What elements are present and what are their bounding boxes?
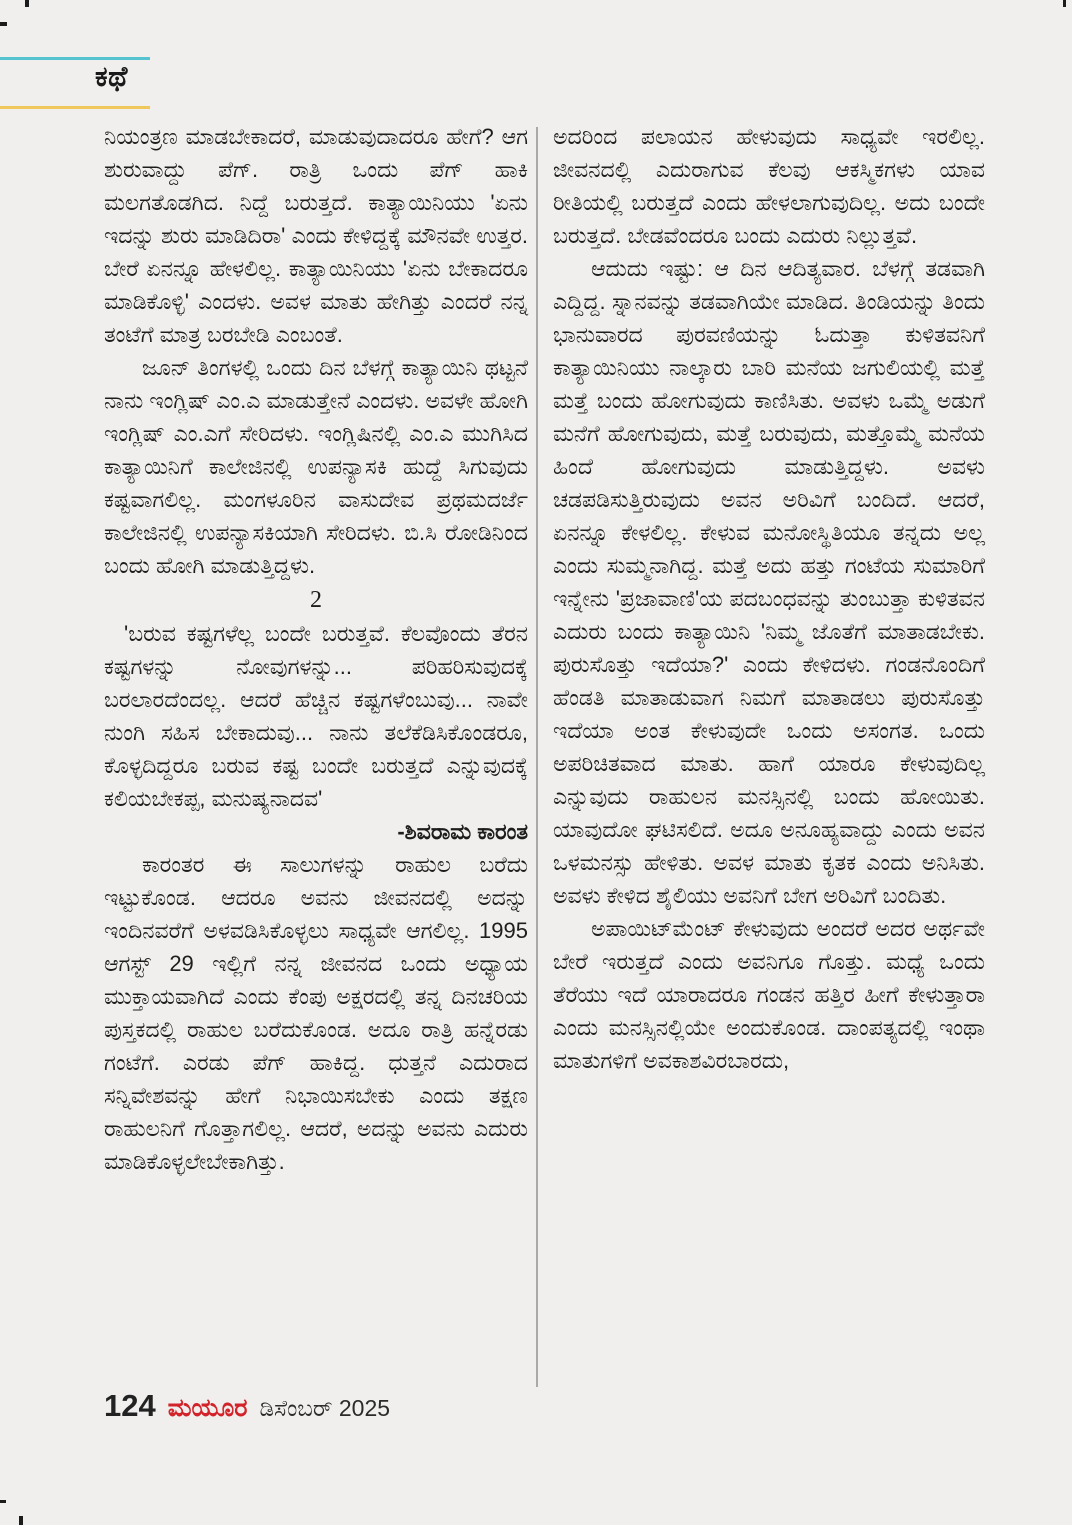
- issue-date: ಡಿಸೆಂಬರ್ 2025: [259, 1395, 391, 1421]
- crop-mark-top-left-dash: [0, 22, 7, 26]
- right-text-column: [553, 120, 985, 1077]
- column-divider-rule: [536, 127, 538, 1387]
- paragraph: ಆದುದು ಇಷ್ಟು: ಆ ದಿನ ಆದಿತ್ಯವಾರ. ಬೆಳಗ್ಗೆ ತಡವಾಗಿ ಎದ್ದಿದ್ದ. ಸ್ನಾನವನ್ನು ತಡವಾಗಿಯೇ ಮಾಡಿದ. ತಿಂಡಿಯನ್ನು ತಿಂದು ಭಾನುವಾರದ ಪುರವಣಿಯನ್ನು ಓದುತ್ತಾ ಕುಳಿತವನಿಗೆ ಕಾತ್ಯಾಯಿನಿಯು ನಾಲ್ಕಾರು ಬಾರಿ ಮನೆಯ ಜಗುಲಿಯಲ್ಲಿ ಮತ್ತೆ ಮತ್ತೆ ಬಂದು ಹೋಗುವುದು ಕಾಣಿಸಿತು. ಅವಳು ಒಮ್ಮೆ ಅಡುಗೆ ಮನೆಗೆ ಹೋಗುವುದು, ಮತ್ತೆ ಬರುವುದು, ಮತ್ತೊಮ್ಮೆ ಮನೆಯ ಹಿಂದೆ ಹೋಗುವುದು ಮಾಡುತ್ತಿದ್ದಳು. ಅವಳು ಚಡಪಡಿಸುತ್ತಿರುವುದು ಅವನ ಅರಿವಿಗೆ ಬಂದಿದೆ. ಆದರೆ, ಏನನ್ನೂ ಕೇಳಲಿಲ್ಲ. ಕೇಳುವ ಮನೋಸ್ಥಿತಿಯೂ ತನ್ನದು ಅಲ್ಲ ಎಂದು ಸುಮ್ಮನಾಗಿದ್ದ. ಮತ್ತೆ ಅದು ಹತ್ತು ಗಂಟೆಯ ಸುಮಾರಿಗೆ ಇನ್ನೇನು 'ಪ್ರಜಾವಾಣಿ'ಯ ಪದಬಂಧವನ್ನು ತುಂಬುತ್ತಾ ಕುಳಿತವನ ಎದುರು ಬಂದು ಕಾತ್ಯಾಯಿನಿ 'ನಿಮ್ಮ ಜೊತೆಗೆ ಮಾತಾಡಬೇಕು. ಪುರುಸೊತ್ತು ಇದೆಯಾ?' ಎಂದು ಕೇಳಿದಳು. ಗಂಡನೊಂದಿಗೆ ಹೆಂಡತಿ ಮಾತಾಡುವಾಗ ನಿಮಗೆ ಮಾತಾಡಲು ಪುರುಸೊತ್ತು ಇದೆಯಾ ಅಂತ ಕೇಳುವುದೇ ಒಂದು ಅಸಂಗತ. ಒಂದು ಅಪರಿಚಿತವಾದ ಮಾತು. ಹಾಗೆ ಯಾರೂ ಕೇಳುವುದಿಲ್ಲ ಎನ್ನುವುದು ರಾಹುಲನ ಮನಸ್ಸಿನಲ್ಲಿ ಬಂದು ಹೋಯಿತು. ಯಾವುದೋ ಘಟಿಸಲಿದೆ. ಅದೂ ಅನೂಹ್ಯವಾದ್ದು ಎಂದು ಅವನ ಒಳಮನಸ್ಸು ಹೇಳಿತು. ಅವಳ ಮಾತು ಕೃತಕ ಎಂದು ಅನಿಸಿತು. ಅವಳು ಕೇಳಿದ ಶೈಲಿಯು ಅವನಿಗೆ ಬೇಗ ಅರಿವಿಗೆ ಬಂದಿತು.: [553, 256, 985, 908]
- paragraph: ನಿಯಂತ್ರಣ ಮಾಡಬೇಕಾದರೆ, ಮಾಡುವುದಾದರೂ ಹೇಗೆ? ಆಗ ಶುರುವಾದ್ದು ಪೆಗ್. ರಾತ್ರಿ ಒಂದು ಪೆಗ್ ಹಾಕಿ ಮಲಗತೊಡಗಿದ. ನಿದ್ದೆ ಬರುತ್ತದೆ. ಕಾತ್ಯಾಯಿನಿಯು 'ಏನು ಇದನ್ನು ಶುರು ಮಾಡಿದಿರಾ' ಎಂದು ಕೇಳಿದ್ದಕ್ಕೆ ಮೌನವೇ ಉತ್ತರ. ಬೇರೆ ಏನನ್ನೂ ಹೇಳಲಿಲ್ಲ. ಕಾತ್ಯಾಯಿನಿಯು 'ಏನು ಬೇಕಾದರೂ ಮಾಡಿಕೊಳ್ಳಿ' ಎಂದಳು. ಅವಳ ಮಾತು ಹೇಗಿತ್ತು ಎಂದರೆ ನನ್ನ ತಂಟೆಗೆ ಮಾತ್ರ ಬರಬೇಡಿ ಎಂಬಂತೆ.: [104, 124, 528, 347]
- crop-mark-bottom-left-tick: [19, 1516, 23, 1525]
- page-number: 124: [104, 1388, 156, 1423]
- paragraph: ಕಾರಂತರ ಈ ಸಾಲುಗಳನ್ನು ರಾಹುಲ ಬರೆದು ಇಟ್ಟುಕೊಂಡ. ಆದರೂ ಅವನು ಜೀವನದಲ್ಲಿ ಅದನ್ನು ಇಂದಿನವರೆಗೆ ಅಳವಡಿಸಿಕೊಳ್ಳಲು ಸಾಧ್ಯವೇ ಆಗಲಿಲ್ಲ. 1995 ಆಗಸ್ಟ್ 29 ಇಲ್ಲಿಗೆ ನನ್ನ ಜೀವನದ ಒಂದು ಅಧ್ಯಾಯ ಮುಕ್ತಾಯವಾಗಿದೆ ಎಂದು ಕೆಂಪು ಅಕ್ಷರದಲ್ಲಿ ತನ್ನ ದಿನಚರಿಯ ಪುಸ್ತಕದಲ್ಲಿ ರಾಹುಲ ಬರೆದುಕೊಂಡ. ಅದೂ ರಾತ್ರಿ ಹನ್ನೆರಡು ಗಂಟೆಗೆ. ಎರಡು ಪೆಗ್ ಹಾಕಿದ್ದ. ಧುತ್ತನೆ ಎದುರಾದ ಸನ್ನಿವೇಶವನ್ನು ಹೇಗೆ ನಿಭಾಯಿಸಬೇಕು ಎಂದು ತಕ್ಷಣ ರಾಹುಲನಿಗೆ ಗೊತ್ತಾಗಲಿಲ್ಲ. ಆದರೆ, ಅದನ್ನು ಅವನು ಎದುರು ಮಾಡಿಕೊಳ್ಳಲೇಬೇಕಾಗಿತ್ತು.: [104, 852, 528, 1174]
- quote-attribution: -ಶಿವರಾಮ ಕಾರಂತ: [397, 819, 528, 844]
- crop-mark-top-right-tick: [1063, 0, 1066, 7]
- paragraph: ಅಪಾಯಿಟ್‌ಮೆಂಟ್ ಕೇಳುವುದು ಅಂದರೆ ಅದರ ಅರ್ಥವೇ ಬೇರೆ ಇರುತ್ತದೆ ಎಂದು ಅವನಿಗೂ ಗೊತ್ತು. ಮಧ್ಯೆ ಒಂದು ತೆರೆಯು ಇದೆ ಯಾರಾದರೂ ಗಂಡನ ಹತ್ತಿರ ಹೀಗೆ ಕೇಳುತ್ತಾರಾ ಎಂದು ಮನಸ್ಸಿನಲ್ಲಿಯೇ ಅಂದುಕೊಂಡ. ದಾಂಪತ್ಯದಲ್ಲಿ ಇಂಥಾ ಮಾತುಗಳಿಗೆ ಅವಕಾಶವಿರಬಾರದು,: [553, 916, 985, 1073]
- left-text-column: [104, 120, 528, 1178]
- page-footer: [104, 1388, 390, 1424]
- paragraph: ಅದರಿಂದ ಪಲಾಯನ ಹೇಳುವುದು ಸಾಧ್ಯವೇ ಇರಲಿಲ್ಲ. ಜೀವನದಲ್ಲಿ ಎದುರಾಗುವ ಕೆಲವು ಆಕಸ್ಮಿಕಗಳು ಯಾವ ರೀತಿಯಲ್ಲಿ ಬರುತ್ತದೆ ಎಂದು ಹೇಳಲಾಗುವುದಿಲ್ಲ. ಅದು ಬಂದೇ ಬರುತ್ತದೆ. ಬೇಡವೆಂದರೂ ಬಂದು ಎದುರು ನಿಲ್ಲುತ್ತವೆ.: [553, 124, 985, 248]
- section-number: 2: [310, 587, 322, 613]
- magazine-logo: ಮಯೂರ: [167, 1394, 248, 1422]
- crop-mark-bottom-left-dash: [0, 1500, 6, 1503]
- crop-mark-top-left-tick: [25, 0, 29, 7]
- header-yellow-rule: [0, 106, 150, 109]
- header-teal-rule: [0, 57, 150, 60]
- section-header-label: ಕಥೆ: [95, 61, 128, 92]
- paragraph: ಜೂನ್ ತಿಂಗಳಲ್ಲಿ ಒಂದು ದಿನ ಬೆಳಗ್ಗೆ ಕಾತ್ಯಾಯಿನಿ ಥಟ್ಟನೆ ನಾನು ಇಂಗ್ಲಿಷ್ ಎಂ.ಎ ಮಾಡುತ್ತೇನೆ ಎಂದಳು. ಅವಳೇ ಹೋಗಿ ಇಂಗ್ಲಿಷ್ ಎಂ.ಎಗೆ ಸೇರಿದಳು. ಇಂಗ್ಲಿಷಿನಲ್ಲಿ ಎಂ.ಎ ಮುಗಿಸಿದ ಕಾತ್ಯಾಯಿನಿಗೆ ಕಾಲೇಜಿನಲ್ಲಿ ಉಪನ್ಯಾಸಕಿ ಹುದ್ದೆ ಸಿಗುವುದು ಕಷ್ಟವಾಗಲಿಲ್ಲ. ಮಂಗಳೂರಿನ ವಾಸುದೇವ ಪ್ರಥಮದರ್ಜೆ ಕಾಲೇಜಿನಲ್ಲಿ ಉಪನ್ಯಾಸಕಿಯಾಗಿ ಸೇರಿದಳು. ಬಿ.ಸಿ ರೋಡಿನಿಂದ ಬಂದು ಹೋಗಿ ಮಾಡುತ್ತಿದ್ದಳು.: [104, 355, 528, 578]
- quote-block: 'ಬರುವ ಕಷ್ಟಗಳೆಲ್ಲ ಬಂದೇ ಬರುತ್ತವೆ. ಕೆಲವೊಂದು ತೆರನ ಕಷ್ಟಗಳನ್ನು ನೋವುಗಳನ್ನು... ಪರಿಹರಿಸುವುದಕ್ಕೆ ಬರಲಾರದೆಂದಲ್ಲ. ಆದರೆ ಹೆಚ್ಚಿನ ಕಷ್ಟಗಳೆಂಬುವು... ನಾವೇ ನುಂಗಿ ಸಹಿಸ ಬೇಕಾದುವು... ನಾನು ತಲೆಕೆಡಿಸಿಕೊಂಡರೂ, ಕೊಳ್ಳದಿದ್ದರೂ ಬರುವ ಕಷ್ಟ ಬಂದೇ ಬರುತ್ತದೆ ಎನ್ನುವುದಕ್ಕೆ ಕಲಿಯಬೇಕಪ್ಪ, ಮನುಷ್ಯನಾದವ': [104, 621, 528, 811]
